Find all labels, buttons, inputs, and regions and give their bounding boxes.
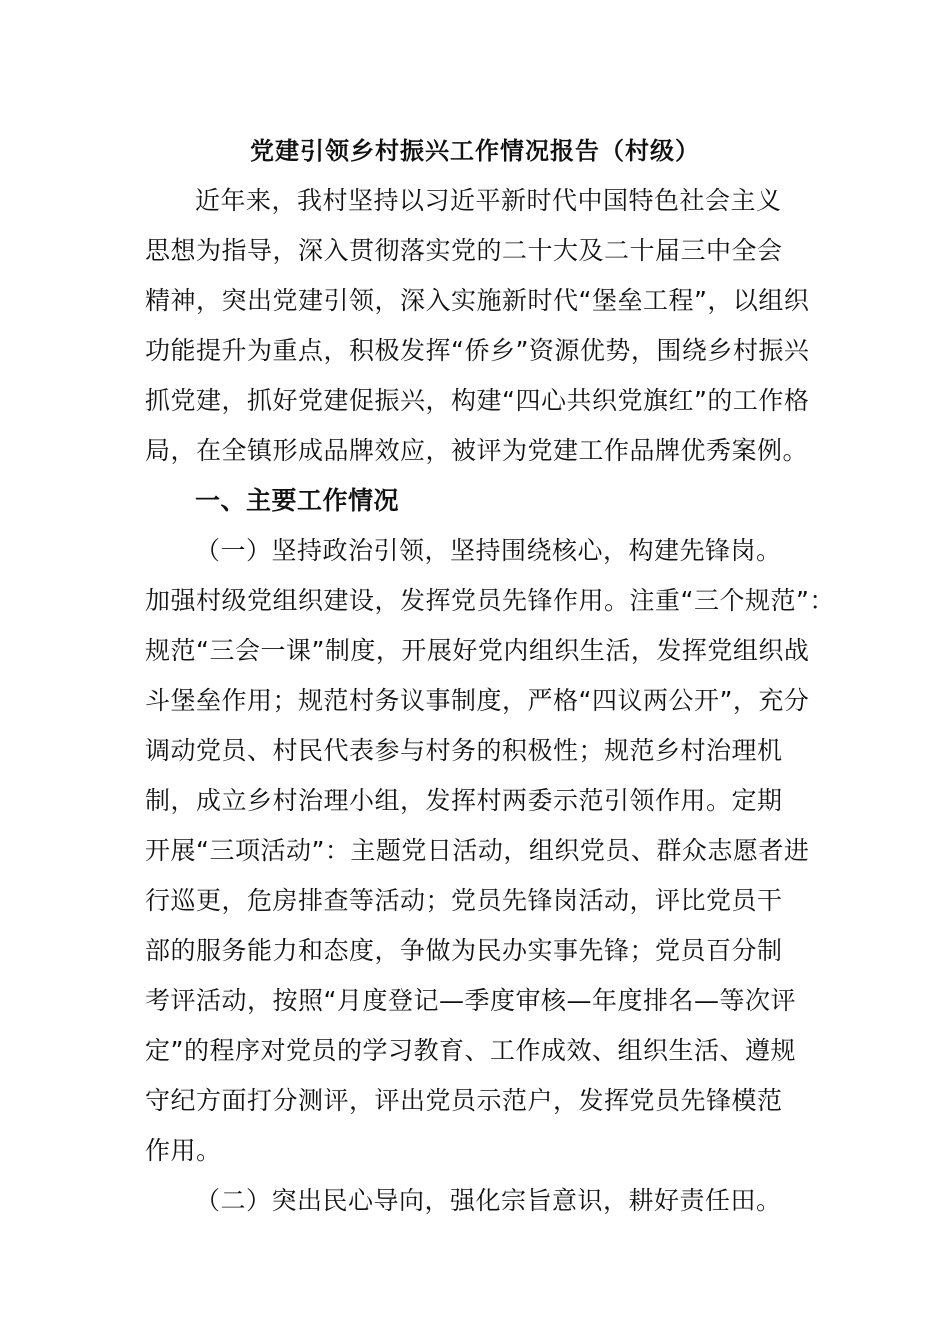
paragraph-line: 近年来，我村坚持以习近平新时代中国特色社会主义	[195, 186, 782, 215]
subsection-heading: （二）突出民心导向，强化宗旨意识，耕好责任田。	[195, 1186, 782, 1215]
paragraph-line: 作用。	[145, 1136, 222, 1165]
subsection-heading: （一）坚持政治引领，坚持围绕核心，构建先锋岗。	[195, 536, 782, 565]
paragraph-line: 部的服务能力和态度，争做为民办实事先锋；党员百分制	[145, 936, 783, 965]
paragraph-line: 抓党建，抓好党建促振兴，构建“四心共织党旗红”的工作格	[145, 386, 810, 415]
paragraph-line: 定”的程序对党员的学习教育、工作成效、组织生活、遵规	[145, 1036, 796, 1065]
paragraph-line: 功能提升为重点，积极发挥“侨乡”资源优势，围绕乡村振兴	[145, 336, 810, 365]
section-heading: 一、主要工作情况	[195, 486, 400, 515]
paragraph-line: 斗堡垒作用；规范村务议事制度，严格“四议两公开”，充分	[145, 686, 810, 715]
document-title: 党建引领乡村振兴工作情况报告（村级）	[250, 137, 700, 165]
paragraph-line: 调动党员、村民代表参与村务的积极性；规范乡村治理机	[145, 736, 783, 765]
paragraph-line: 规范“三会一课”制度，开展好党内组织生活，发挥党组织战	[145, 636, 810, 665]
paragraph-line: 局，在全镇形成品牌效应，被评为党建工作品牌优秀案例。	[145, 436, 809, 465]
paragraph-line: 守纪方面打分测评，评出党员示范户，发挥党员先锋模范	[145, 1086, 783, 1115]
paragraph-line: 思想为指导，深入贯彻落实党的二十大及二十届三中全会	[145, 236, 783, 265]
paragraph-line: 开展“三项活动”：主题党日活动，组织党员、群众志愿者进	[145, 836, 810, 865]
paragraph-line: 行巡更，危房排查等活动；党员先锋岗活动，评比党员干	[145, 886, 783, 915]
paragraph-line: 精神，突出党建引领，深入实施新时代“堡垒工程”，以组织	[145, 286, 810, 315]
paragraph-line: 加强村级党组织建设，发挥党员先锋作用。注重“三个规范”：	[145, 586, 835, 615]
paragraph-line: 制，成立乡村治理小组，发挥村两委示范引领作用。定期	[145, 786, 783, 815]
paragraph-line: 考评活动，按照“月度登记—季度审核—年度排名—等次评	[145, 986, 796, 1015]
